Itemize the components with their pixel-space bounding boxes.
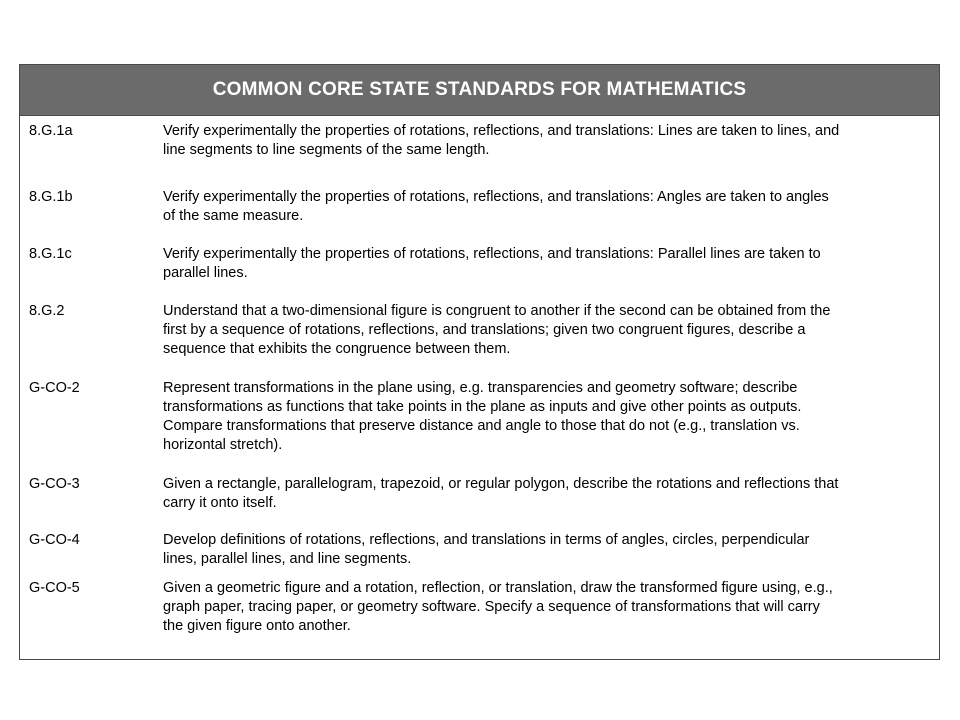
description-line: Represent transformations in the plane using, e.g. transparencies and geometry software; describe — [163, 380, 798, 396]
description-line: transformations as functions that take points in the plane as inputs and give other points as outputs. — [163, 399, 802, 415]
description-line: Verify experimentally the properties of rotations, reflections, and translations: Angles are taken to angles — [163, 189, 829, 205]
description-line: the given figure onto another. — [163, 618, 351, 634]
description-line: line segments to line segments of the same length. — [163, 142, 490, 158]
description-line: lines, parallel lines, and line segments. — [163, 551, 412, 567]
description-line: Compare transformations that preserve distance and angle to those that do not (e.g., translation vs. — [163, 418, 800, 434]
standard-code: 8.G.2 — [29, 303, 65, 319]
standard-code: 8.G.1c — [29, 246, 72, 262]
description-line: carry it onto itself. — [163, 495, 277, 511]
standard-description — [163, 379, 933, 455]
document-header — [20, 65, 939, 116]
standards-document — [19, 64, 940, 660]
standard-description — [163, 122, 933, 160]
standard-code: G-CO-2 — [29, 380, 80, 396]
description-line: graph paper, tracing paper, or geometry software. Specify a sequence of transformations that will carry — [163, 599, 820, 615]
standard-description — [163, 302, 933, 359]
description-line: Given a geometric figure and a rotation, reflection, or translation, draw the transformed figure using, e.g., — [163, 580, 833, 596]
standard-code: 8.G.1a — [29, 123, 73, 139]
description-line: sequence that exhibits the congruence between them. — [163, 341, 511, 357]
document-title: COMMON CORE STATE STANDARDS FOR MATHEMATICS — [212, 79, 747, 100]
standard-code: 8.G.1b — [29, 189, 73, 205]
description-line: first by a sequence of rotations, reflections, and translations; given two congruent figures, describe a — [163, 322, 806, 338]
standard-description — [163, 245, 933, 283]
description-line: parallel lines. — [163, 265, 248, 281]
standard-code: G-CO-3 — [29, 476, 80, 492]
description-line: horizontal stretch). — [163, 437, 283, 453]
standard-description — [163, 475, 933, 513]
description-line: Understand that a two-dimensional figure is congruent to another if the second can be obtained from the — [163, 303, 831, 319]
description-line: Verify experimentally the properties of rotations, reflections, and translations: Lines are taken to lines, and — [163, 123, 840, 139]
standard-description — [163, 531, 933, 569]
description-line: Verify experimentally the properties of rotations, reflections, and translations: Parallel lines are taken to — [163, 246, 821, 262]
description-line: Given a rectangle, parallelogram, trapezoid, or regular polygon, describe the rotations and reflections that — [163, 476, 839, 492]
standard-code: G-CO-5 — [29, 580, 80, 596]
standard-description — [163, 188, 933, 226]
standard-code: G-CO-4 — [29, 532, 80, 548]
description-line: of the same measure. — [163, 208, 304, 224]
description-line: Develop definitions of rotations, reflections, and translations in terms of angles, circles, perpendicular — [163, 532, 810, 548]
standard-description — [163, 579, 933, 636]
